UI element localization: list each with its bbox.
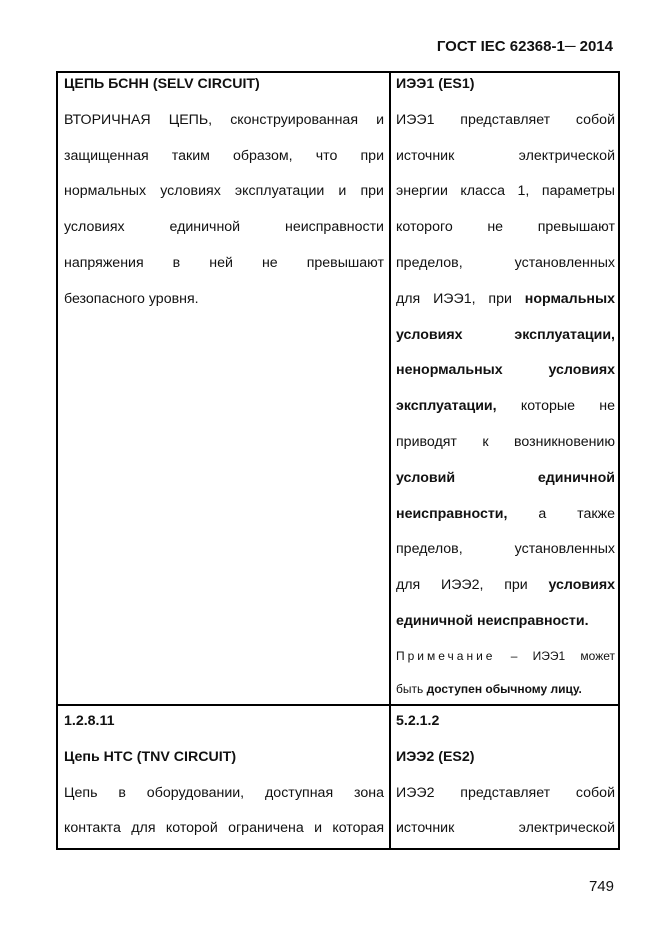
- selv-line: напряжения в ней не превышают: [64, 254, 384, 271]
- definitions-table: [56, 71, 620, 850]
- document-header: ГОСТ IEC 62368-1─ 2014: [436, 38, 613, 55]
- tnv-line: Цепь в оборудовании, доступная зона: [64, 784, 384, 801]
- es1-line: которого не превышают: [396, 219, 615, 236]
- es1-text: для ИЭЭ2, при: [396, 577, 549, 594]
- es1-text: для ИЭЭ1, при: [396, 290, 525, 307]
- selv-line: ВТОРИЧНАЯ ЦЕПЬ, сконструированная и: [64, 111, 384, 128]
- tnv-line: контакта для которой ограничена и которая: [64, 820, 384, 837]
- es1-line: приводят к возникновению: [396, 433, 615, 450]
- es1-title: ИЭЭ1 (ES1): [396, 76, 475, 92]
- es1-line: ИЭЭ1 представляет собой: [396, 111, 615, 128]
- es1-term: неисправности,: [396, 505, 508, 522]
- selv-title: ЦЕПЬ БСНН (SELV CIRCUIT): [64, 76, 260, 92]
- es1-line: источник электрической: [396, 147, 615, 164]
- selv-line: безопасного уровня.: [64, 290, 199, 307]
- clause-number: 5.2.1.2: [396, 713, 440, 729]
- note-text: быть: [396, 681, 427, 696]
- note-line: [396, 640, 615, 673]
- es1-line: пределов, установленных: [396, 254, 615, 271]
- es1-term-line: ненормальных условиях: [396, 362, 615, 379]
- es1-definition-cell: [396, 67, 615, 706]
- note-term: доступен обычному лицу.: [426, 681, 582, 696]
- clause-number: 1.2.8.11: [64, 713, 115, 729]
- selv-line: защищенная таким образом, что при: [64, 147, 384, 164]
- es1-term-line: условиях эксплуатации,: [396, 326, 615, 343]
- es1-line: [396, 497, 615, 533]
- es2-title: ИЭЭ2 (ES2): [396, 748, 475, 765]
- es2-line: ИЭЭ2 представляет собой: [396, 784, 615, 801]
- note-line: [396, 673, 615, 706]
- es2-definition-cell: [396, 704, 615, 847]
- tnv-title: Цепь НТС (TNV CIRCUIT): [64, 748, 237, 765]
- es1-term: условиях: [548, 577, 615, 594]
- es1-term-line: единичной неисправности.: [396, 612, 589, 629]
- es2-line: источник электрической: [396, 820, 615, 837]
- selv-line: нормальных условиях эксплуатации и при: [64, 183, 384, 200]
- column-divider: [389, 73, 391, 848]
- es1-line: [396, 282, 615, 318]
- es1-text: которые не: [496, 398, 615, 415]
- note-text: – ИЭЭ1 может: [495, 648, 615, 663]
- es1-line: [396, 568, 615, 604]
- es1-term-line: условий единичной: [396, 469, 615, 486]
- selv-definition-cell: [64, 67, 384, 318]
- tnv-definition-cell: [64, 704, 384, 847]
- es1-term: нормальных: [524, 290, 615, 307]
- selv-line: условиях единичной неисправности: [64, 219, 384, 236]
- es1-line: пределов, установленных: [396, 541, 615, 558]
- es1-line: [396, 389, 615, 425]
- es1-term: эксплуатации,: [396, 398, 497, 415]
- page-number: 749: [588, 878, 614, 895]
- es1-text: а также: [507, 505, 615, 522]
- es1-note: [396, 640, 615, 706]
- note-label: Примечание: [396, 648, 496, 663]
- es1-line: энергии класса 1, параметры: [396, 183, 615, 200]
